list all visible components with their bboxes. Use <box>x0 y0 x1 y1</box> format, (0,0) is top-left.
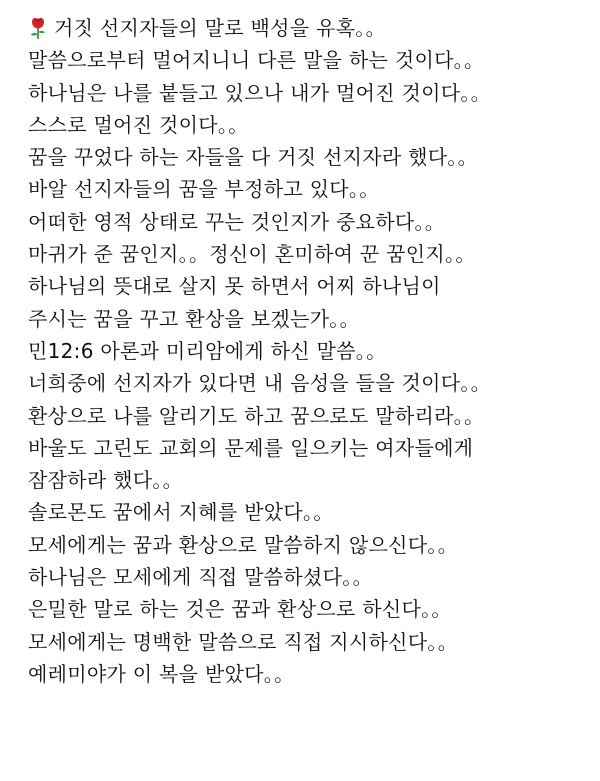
note-line-15: 잠잠하라 했다。。 <box>28 468 183 493</box>
note-line-2: 말씀으로부터 멀어지니니 다른 말을 하는 것이다。。 <box>28 48 485 73</box>
note-line-10: 주시는 꿈을 꾸고 환상을 보겠는가。。 <box>28 306 360 331</box>
note-line-11: 민12:6 아론과 미리암에게 하신 말씀。。 <box>28 338 387 363</box>
note-line-14: 바울도 고린도 교회의 문제를 일으키는 여자들에게 <box>28 435 474 460</box>
note-line-4: 스스로 멀어진 것이다。。 <box>28 112 249 137</box>
note-line-19: 은밀한 말로 하는 것은 꿈과 환상으로 하신다。。 <box>28 597 452 622</box>
note-line-12: 너희중에 선지자가 있다면 내 음성을 들을 것이다。。 <box>28 371 491 396</box>
note-line-5: 꿈을 꾸었다 하는 자들을 다 거짓 선지자라 했다。。 <box>28 145 478 170</box>
note-line-16: 솔로몬도 꿈에서 지혜를 받았다。。 <box>28 500 334 525</box>
rose-icon-graphic <box>28 16 48 40</box>
note-line-8: 마귀가 준 꿈인지。。정신이 혼미하여 꾼 꿈인지。。 <box>28 242 476 267</box>
note-line-21: 예레미야가 이 복을 받았다。。 <box>28 661 295 686</box>
note-line-3: 하나님은 나를 붙들고 있으나 내가 멀어진 것이다。。 <box>28 80 491 105</box>
note-line-18: 하나님은 모세에게 직접 말씀하셨다。。 <box>28 565 373 590</box>
note-line-17: 모세에게는 꿈과 환상으로 말씀하지 않으신다。。 <box>28 532 459 557</box>
note-line-13: 환상으로 나를 알리기도 하고 꿈으로도 말하리라。。 <box>28 403 485 428</box>
note-line-1 <box>28 12 590 44</box>
note-line-20: 모세에게는 명백한 말씀으로 직접 지시하신다。。 <box>28 629 459 654</box>
note-line-9: 하나님의 뜻대로 살지 못 하면서 어찌 하나님이 <box>28 274 441 299</box>
rose-icon <box>28 16 48 40</box>
note-line-text: 거짓 선지자들의 말로 백성을 유혹。。 <box>54 16 386 40</box>
note-line-7: 어떠한 영적 상태로 꾸는 것인지가 중요하다。。 <box>28 209 446 234</box>
note-line-6: 바알 선지자들의 꿈을 부정하고 있다。。 <box>28 177 380 202</box>
